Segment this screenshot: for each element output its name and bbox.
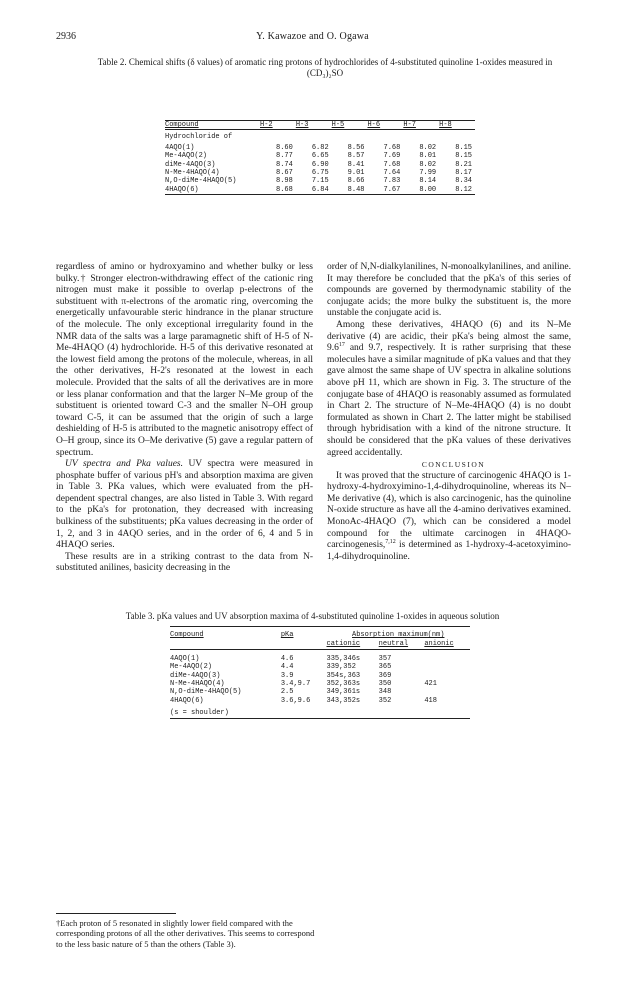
left-paragraph-2-text: UV spectra were measured in phosphate buffer of various pH's and absorption maxima are given in Table 3. PKa values, which were evaluated from the pH-dependent spectral changes, are also listed in Table 3. With regard to the pKa's for protonation, they decreased with increasing bulkiness of the substituents; pKa values decreasing in the order of 1, 2, and 3 in 4AQO series, and in the order of 6, 4 and 5 in 4HAQO series. (56, 459, 313, 551)
footnote: †Each proton of 5 resonated in slightly lower field compared with the corresponding protons of all the other derivatives. This seems to correspond to the less basic nature of 5 than the others (Table 3). (56, 918, 315, 949)
table3 (170, 626, 470, 721)
compound-cell: N,O-diMe-4HAQO(5) (165, 177, 237, 186)
table-row (170, 663, 470, 671)
shift-cell: 8.12 (455, 185, 472, 194)
t2-header-compound: Compound (165, 121, 199, 129)
shift-cell: 6.90 (311, 160, 329, 169)
right-paragraph-2-text-b: and 9.7, respectively. It is rather surprising that these molecules have a similar magnitude of pKa values and that they gave almost the same shape of UV spectra in alkaline solutions above pH 11, which are shown in Fig. 3. The structure of the conjugate base of 4HAQO is reasonably assumed as formulated in Chart 2. The structure of N–Me-4HAQO (4) is no doubt formulated as shown in Chart 2. The latter might be stabilised through hybridisation with a kind of the nitrone structure. It should be considered that the pKa values of these derivatives agreed accidentally. (327, 343, 571, 458)
shift-cell: 8.21 (455, 160, 472, 169)
shift-cell: 6.82 (311, 143, 329, 152)
shift-cell: 7.64 (383, 169, 401, 178)
citation-superscript: 17 (338, 342, 345, 348)
shift-cell: 8.66 (347, 177, 365, 186)
right-paragraph-2-text-a: Among these derivatives, 4HAQO (6) and its N–Me derivative (4) are acidic, their pKa's being almost the same, 9.6 (327, 319, 571, 354)
shift-cell: 8.17 (455, 169, 472, 178)
anionic-cell (424, 672, 470, 680)
table-row (170, 680, 470, 688)
running-head: Y. Kawazoe and O. Ogawa (256, 31, 369, 42)
shift-cell: 8.02 (419, 160, 437, 169)
table-row (165, 161, 475, 169)
t3-header-anionic: anionic (424, 640, 454, 649)
compound-cell: N-Me-4HAQO(4) (165, 169, 220, 178)
shift-cell: 8.60 (276, 143, 293, 152)
table-row (170, 697, 470, 705)
pka-cell: 2.5 (280, 688, 294, 697)
cationic-cell: 339,352 (326, 663, 356, 672)
anionic-cell (424, 655, 470, 663)
left-column (56, 262, 313, 575)
shift-cell: 8.01 (419, 152, 437, 161)
compound-cell: 4HAQO(6) (170, 696, 204, 705)
neutral-cell: 348 (378, 688, 392, 697)
table-row (165, 186, 475, 195)
shift-cell: 8.68 (276, 185, 293, 194)
conclusion-heading: CONCLUSION (421, 460, 486, 470)
table-row (165, 152, 475, 160)
neutral-cell: 365 (378, 663, 392, 672)
anionic-cell: 418 (424, 696, 437, 705)
footnote-rule (56, 913, 176, 914)
shift-cell: 8.67 (276, 169, 293, 178)
shift-cell: 7.67 (383, 185, 401, 194)
table-row (165, 177, 475, 185)
neutral-cell: 369 (378, 671, 392, 680)
shift-cell: 8.98 (276, 177, 293, 186)
shift-cell: 8.34 (455, 177, 472, 186)
t3-header-neutral: neutral (378, 640, 409, 649)
shift-cell: 8.74 (276, 160, 293, 169)
t2-header-h-8: H-8 (439, 121, 452, 129)
uv-section-heading: UV spectra and Pka values. (65, 459, 183, 470)
shift-cell: 8.57 (347, 152, 365, 161)
table2 (165, 120, 475, 197)
shift-cell: 6.65 (311, 152, 329, 161)
shift-cell: 8.56 (347, 143, 365, 152)
cationic-cell: 352,363s (326, 680, 361, 689)
cationic-cell: 335,346s (326, 654, 361, 663)
pka-cell: 4.6 (280, 654, 294, 663)
compound-cell: Me-4AQO(2) (165, 152, 208, 161)
shift-cell: 8.14 (419, 177, 437, 186)
shift-cell: 6.75 (311, 169, 329, 178)
right-paragraph-3 (327, 471, 571, 564)
pka-cell: 4.4 (280, 663, 294, 672)
cationic-cell: 354s,363 (326, 671, 361, 680)
anionic-cell (424, 688, 470, 696)
table-row (170, 672, 470, 680)
left-paragraph-1: regardless of amino or hydroxyamino and whether bulky or less bulky.† Stronger electron-withdrawing effect of the cationic ring nitrogen must make it possible to overlap p-electrons of the substituent with π-electrons of the aromatic ring, overcoming the energetically unfavourable steric hindrance in the planar structure of the molecule. The only exceptional irregularity found in the NMR data of the salts was a large paramagnetic shift of H-5 of N-Me-4HAQO (4) hydrochloride. H-5 of this derivative resonated at the lowest field among the protons of the molecule, whereas, in all the other derivatives, H-2's resonated at the lowest in each molecule. Provided that the salts of all the derivatives are in more or less planar conformation and that the larger N–Me group of the substituent is oriented toward C-3 and the smaller N–OH group toward C-5, it can be assumed that the origin of such a large deshielding of H-5 is attributed to the magnetic anisotropy effect of O–H group, since its O–Me derivative (5) gave a regular pattern of spectrum. (56, 262, 313, 458)
compound-cell: 4AQO(1) (165, 143, 195, 152)
t3-header-absorption: Absorption maximum(nm) (352, 631, 445, 639)
pka-cell: 3.6,9.6 (280, 696, 311, 705)
t2-header-h-6: H-6 (367, 121, 381, 129)
shift-cell: 8.41 (347, 160, 365, 169)
compound-cell: 4AQO(1) (170, 654, 200, 663)
table-row (165, 169, 475, 177)
right-column (327, 262, 571, 563)
compound-cell: N,O-diMe-4HAQO(5) (170, 688, 242, 697)
shift-cell: 8.48 (347, 185, 365, 194)
table2-caption: Table 2. Chemical shifts (δ values) of aromatic ring protons of hydrochlorides of 4-substituted quinoline 1-oxides measured in (CD₃)₂SO (97, 57, 553, 78)
t2-header-h-3: H-3 (295, 121, 309, 129)
table2-subheader: Hydrochloride of (165, 133, 233, 142)
shift-cell: 7.69 (383, 152, 401, 161)
shift-cell: 8.15 (455, 143, 472, 152)
shift-cell: 8.02 (419, 143, 437, 152)
shift-cell: 6.84 (311, 185, 329, 194)
pka-cell: 3.9 (280, 671, 294, 680)
t3-header-pka: pKa (280, 631, 294, 639)
cationic-cell: 349,361s (326, 688, 361, 697)
table-row (165, 144, 475, 152)
shift-cell: 7.15 (311, 177, 329, 186)
compound-cell: Me-4AQO(2) (170, 663, 213, 672)
neutral-cell: 352 (378, 696, 392, 705)
t2-header-h-7: H-7 (403, 121, 416, 129)
t2-header-h-2: H-2 (260, 121, 273, 129)
compound-cell: 4HAQO(6) (165, 185, 199, 194)
neutral-cell: 357 (378, 654, 392, 663)
right-paragraph-2 (327, 320, 571, 459)
table-row (170, 655, 470, 663)
compound-cell: diMe-4AQO(3) (165, 160, 216, 169)
pka-cell: 3.4,9.7 (280, 680, 311, 689)
compound-cell: diMe-4AQO(3) (170, 671, 221, 680)
shift-cell: 7.83 (383, 177, 401, 186)
shift-cell: 8.00 (419, 185, 437, 194)
table3-caption: Table 3. pKa values and UV absorption maxima of 4-substituted quinoline 1-oxides in aqueous solution (125, 611, 500, 621)
page-number: 2936 (56, 31, 76, 42)
t3-note: (s = shoulder) (170, 709, 229, 718)
shift-cell: 9.01 (347, 169, 365, 178)
t3-header-compound: Compound (170, 631, 204, 639)
shift-cell: 7.99 (419, 169, 437, 178)
shift-cell: 8.77 (276, 152, 293, 161)
t3-header-cationic: cationic (326, 640, 361, 649)
t2-header-h-5: H-5 (331, 121, 345, 129)
right-paragraph-3-text-a: It was proved that the structure of carcinogenic 4HAQO is 1-hydroxy-4-hydroxyimino-1,4-dihydroquinoline, whereas its N–Me derivative (4), which is also carcinogenic, has the quinoline N-oxide structure as have all the 4-amino derivatives examined. MonoAc-4HAQO (7), which can be considered a model compound for the ultimate carcinogen in 4HAQO-carcinogenesis, (327, 470, 571, 551)
citation-superscript: 7,12 (385, 539, 396, 546)
left-paragraph-3: These results are in a striking contrast to the data from N-substituted anilines, basicity decreasing in the (56, 551, 313, 574)
right-paragraph-1: order of N,N-dialkylanilines, N-monoalkylanilines, and aniline. It may therefore be concluded that the pKa's of this series of compounds are governed by thermodynamic stability of the conjugate acids; the more bulky the substituent is, the more unstable the conjugate acid is. (327, 262, 571, 319)
compound-cell: N-Me-4HAQO(4) (170, 680, 225, 689)
right-paragraph-3-text-b: is determined as 1-hydroxy-4-acetoxyimino-1,4-dihydroquinoline. (327, 540, 571, 562)
shift-cell: 7.68 (383, 143, 401, 152)
anionic-cell (424, 663, 470, 671)
cationic-cell: 343,352s (326, 696, 361, 705)
left-paragraph-2 (56, 459, 313, 552)
shift-cell: 8.15 (455, 152, 472, 161)
anionic-cell: 421 (424, 680, 437, 689)
table-row (170, 688, 470, 696)
neutral-cell: 350 (378, 680, 392, 689)
shift-cell: 7.68 (383, 160, 401, 169)
